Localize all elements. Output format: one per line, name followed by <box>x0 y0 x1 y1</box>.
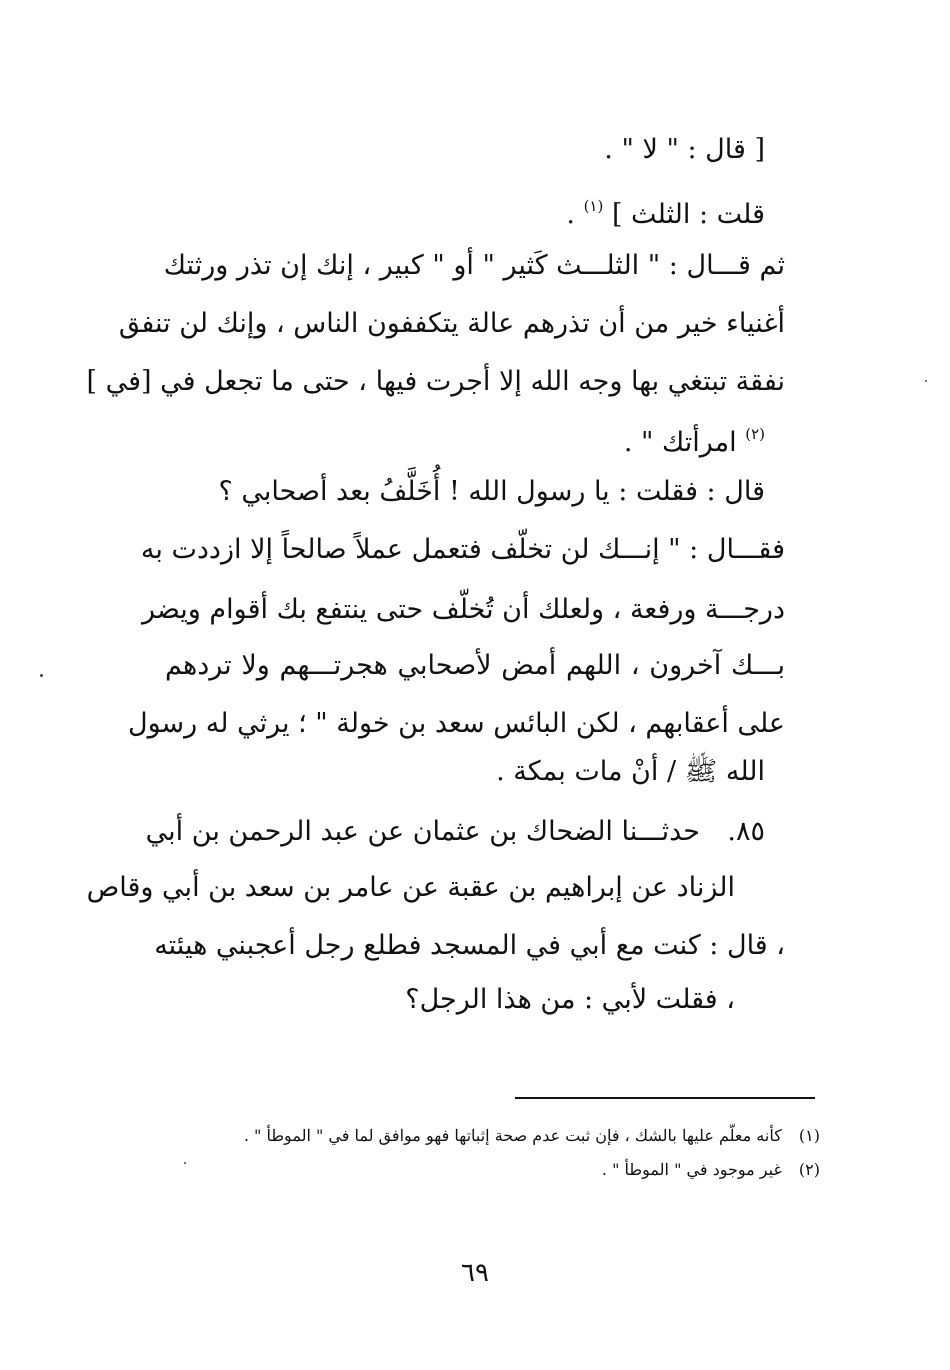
text-line-4: أغنياء خير من أن تذرهم عالة يتكففون الناس ، وإنك لن تنفق <box>118 308 785 339</box>
text-line-2 <box>165 186 765 235</box>
text-line-8: فقـــال : " إنـــك لن تخلّف فتعمل عملاً صالحاً إلا ازددت به <box>140 534 785 565</box>
footnote-1-number: (١) <box>798 1126 820 1145</box>
hadith-line-1: حدثـــنا الضحاك بن عثمان عن عبد الرحمن بن أبي <box>145 816 700 847</box>
text-line-6-body: امرأتك " . <box>623 427 737 458</box>
footnote-1-text: كأنه معلّم عليها بالشك ، فإن ثبت عدم صحة إثباتها فهو موافق لما في " الموطأ " . <box>243 1126 782 1145</box>
text-line-2-body: قلت : الثلث ] <box>611 199 765 230</box>
text-line-12: الله ﷺ / أنْ مات بمكة . <box>496 756 765 787</box>
scan-speck <box>925 380 927 382</box>
footnote-2-text: غير موجود في " الموطأ " . <box>601 1160 782 1179</box>
scan-speck <box>184 1162 186 1164</box>
text-line-1: [ قال : " لا " . <box>604 134 765 165</box>
footnote-2-number: (٢) <box>798 1160 820 1179</box>
scan-speck <box>40 674 43 677</box>
text-line-10: بـــك آخرون ، اللهم أمض لأصحابي هجرتـــهم ولا تردهم <box>165 650 785 681</box>
text-line-9: درجـــة ورفعة ، ولعلك أن تُخلّف حتى ينتفع بك أقوام ويضر <box>141 594 785 625</box>
hadith-number: ٨٥. <box>727 816 765 847</box>
period: . <box>566 199 575 230</box>
hadith-line-3: ، قال : كنت مع أبي في المسجد فطلع رجل أعجبني هيئته <box>154 930 785 961</box>
footnote-separator <box>515 1097 815 1099</box>
footnote-marker-1: (١) <box>583 197 604 215</box>
hadith-line-4: ، فقلت لأبي : من هذا الرجل؟ <box>405 984 735 1015</box>
text-line-3: ثم قـــال : " الثلـــث كَثير " أو " كبير ، إنك إن تذر ورثتك <box>163 250 785 281</box>
footnote-marker-2: (٢) <box>745 425 765 443</box>
hadith-line-2: الزناد عن إبراهيم بن عقبة عن عامر بن سعد بن أبي وقاص <box>86 872 735 903</box>
footnote-2 <box>602 1158 820 1182</box>
page-number: ٦٩ <box>461 1258 489 1288</box>
text-line-5: نفقة تبتغي بها وجه الله إلا أجرت فيها ، حتى ما تجعل في [في ] <box>86 366 785 397</box>
text-line-7: قال : فقلت : يا رسول الله ! أُخَلَّفُ بعد أصحابي ؟ <box>218 476 765 507</box>
footnote-1 <box>244 1124 820 1148</box>
text-line-6 <box>165 414 765 463</box>
text-line-11: على أعقابهم ، لكن البائس سعد بن خولة " ؛ يرثي له رسول <box>127 708 785 739</box>
